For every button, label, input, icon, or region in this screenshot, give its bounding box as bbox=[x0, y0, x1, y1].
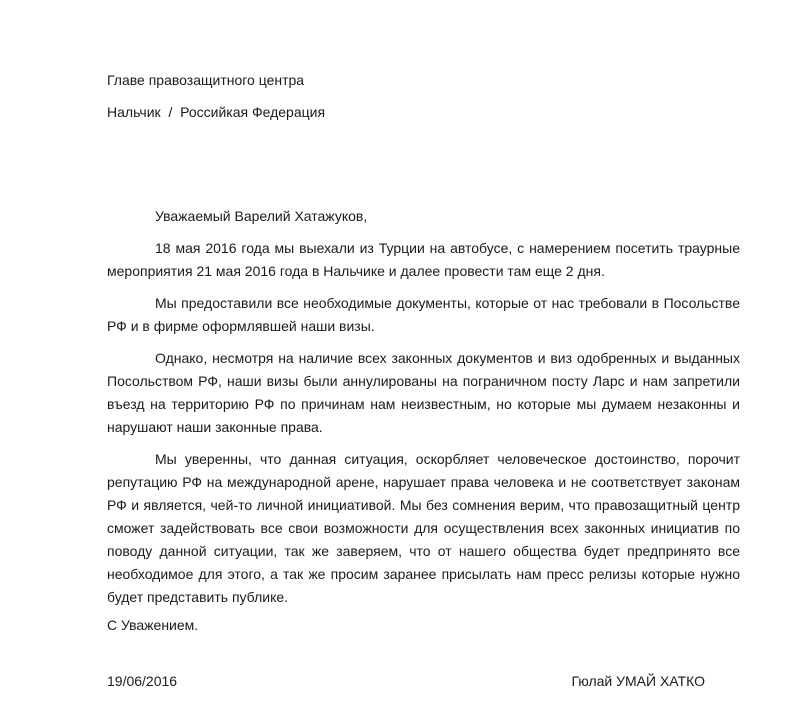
letter-date: 19/06/2016 bbox=[107, 673, 178, 689]
recipient-title: Главе правозащитного центра bbox=[107, 72, 305, 88]
paragraph-appeal: Мы уверенны, что данная ситуация, оскорбляет человеческое достоинство, порочит репутацию РФ на международной арене, нарушает права человека и не соответствует законам РФ и является, чей-то личной инициативой. Мы без сомнения верим, что правозащитный центр сможет задействовать все свои возможности для осуществления всех законных инициатив по поводу данной ситуации, так же заверяем, что от нашего общества будет предпринято все необходимое для этого, а так же просим заранее присылать нам пресс релизы которые нужно будет представить публике. bbox=[107, 451, 740, 605]
signature-name: Гюлай УМАЙ ХАТКО bbox=[571, 673, 705, 689]
paragraph-trip: 18 мая 2016 года мы выехали из Турции на автобусе, с намерением посетить траурные мероприятия 21 мая 2016 года в Нальчике и далее провести там еще 2 дня. bbox=[107, 240, 740, 279]
paragraph-documents: Мы предоставили все необходимые документы, которые от нас требовали в Посольстве РФ и в фирме оформлявшей наши визы. bbox=[107, 295, 740, 334]
letter-footer bbox=[107, 670, 705, 693]
letter-body bbox=[107, 69, 740, 637]
closing-line: С Уважением. bbox=[107, 617, 199, 633]
recipient-location: Нальчик / Российкая Федерация bbox=[107, 104, 326, 120]
paragraph-visa-annulled: Однако, несмотря на наличие всех законных документов и виз одобренных и выданных Посольством РФ, наши визы были аннулированы на пограничном посту Ларс и нам запретили въезд на территорию РФ по причинам нам неизвестным, но которые мы думаем незаконны и нарушают наши законные права. bbox=[107, 350, 740, 435]
salutation: Уважаемый Варелий Хатажуков, bbox=[155, 208, 368, 224]
